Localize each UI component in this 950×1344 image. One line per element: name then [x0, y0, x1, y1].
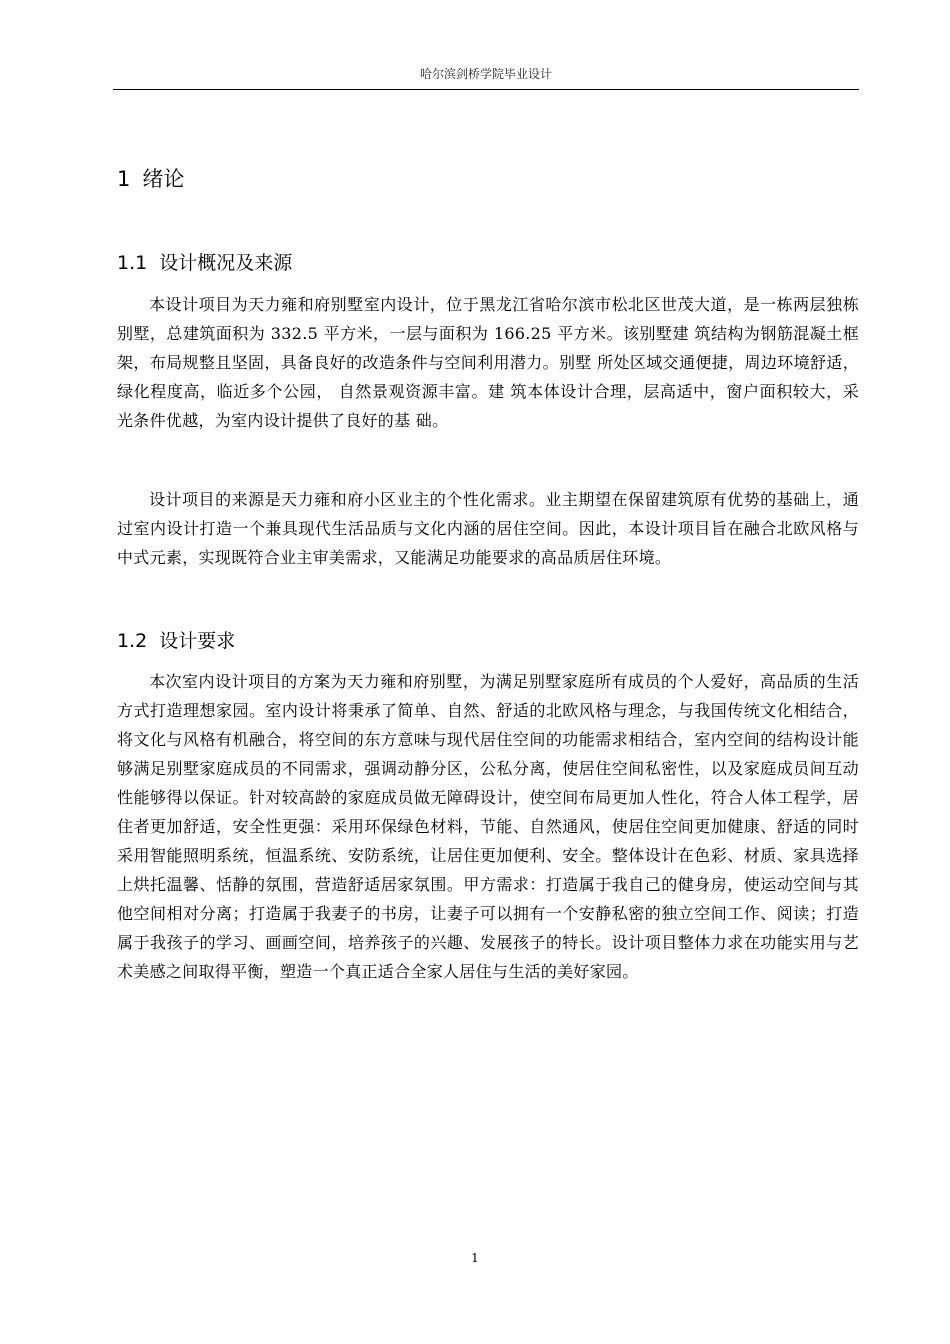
header-title: 哈尔滨剑桥学院毕业设计 [419, 67, 552, 81]
page-header [113, 62, 859, 90]
section-number: 1.2 [117, 630, 148, 652]
section-title: 设计要求 [159, 630, 236, 652]
section-title: 设计概况及来源 [159, 252, 293, 274]
paragraph: 设计项目的来源是天力雍和府小区业主的个性化需求。业主期望在保留建筑原有优势的基础上，通过室内设计打造一个兼具现代生活品质与文化内涵的居住空间。因此，本设计项目旨在融合北欧风格与中式元素，实现既符合业主审美需求，又能满足功能要求的高品质居住环境。 [117, 490, 859, 567]
paragraph: 本设计项目为天力雍和府别墅室内设计，位于黑龙江省哈尔滨市松北区世茂大道，是一栋两层独栋别墅，总建筑面积为 332.5 平方米，一层与面积为 166.25 平方米。该别墅建 筑结构为钢筋混凝土框架，布局规整且坚固，具备良好的改造条件与空间利用潜力。别墅 所处区域交通便捷，周边环境舒适，绿化程度高，临近多个公园， 自然景观资源丰富。建 筑本体设计合理，层高适中，窗户面积较大，采光条件优越，为室内设计提供了良好的基 础。 [117, 295, 859, 430]
chapter-heading [117, 163, 184, 195]
chapter-number: 1 [117, 167, 131, 191]
section-heading-1-2 [117, 627, 235, 655]
paragraph: 本次室内设计项目的方案为天力雍和府别墅，为满足别墅家庭所有成员的个人爱好，高品质的生活方式打造理想家园。室内设计将秉承了简单、自然、舒适的北欧风格与理念，与我国传统文化相结合，将文化与风格有机融合，将空间的东方意味与现代居住空间的功能需求相结合，室内空间的结构设计能够满足别墅家庭成员的不同需求，强调动静分区，公私分离，使居住空间私密性，以及家庭成员间互动性能够得以保证。针对较高龄的家庭成员做无障碍设计，使空间布局更加人性化，符合人体工程学，居住者更加舒适，安全性更强：采用环保绿色材料，节能、自然通风，使居住空间更加健康、舒适的同时采用智能照明系统，恒温系统、安防系统，让居住更加便利、安全。整体设计在色彩、材质、家具选择上烘托温馨、恬静的氛围，营造舒适居家氛围。甲方需求：打造属于我自己的健身房，使运动空间与其他空间相对分离；打造属于我妻子的书房，让妻子可以拥有一个安静私密的独立空间工作、阅读；打造属于我孩子的学习、画画空间，培养孩子的兴趣、发展孩子的特长。设计项目整体力求在功能实用与艺术美感之间取得平衡，塑造一个真正适合全家人居住与生活的美好家园。 [117, 672, 859, 981]
section-heading-1-1 [117, 249, 292, 277]
page-number: 1 [471, 1251, 479, 1265]
chapter-title: 绪论 [142, 167, 185, 191]
section-number: 1.1 [117, 252, 148, 274]
